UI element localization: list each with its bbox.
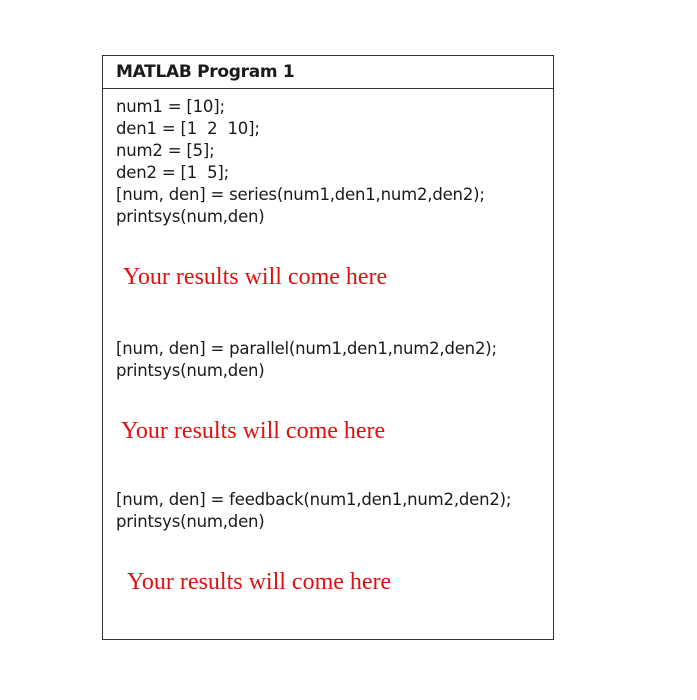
program-title: MATLAB Program 1: [103, 56, 553, 89]
code-line-series: [num, den] = series(num1,den1,num2,den2);: [116, 185, 485, 204]
code-line-num1: num1 = [10];: [116, 97, 225, 116]
code-line-printsys-2: printsys(num,den): [116, 361, 265, 380]
code-line-den2: den2 = [1 5];: [116, 163, 230, 182]
result-placeholder-1: Your results will come here: [123, 264, 388, 290]
matlab-program-box: [102, 55, 554, 640]
code-line-parallel: [num, den] = parallel(num1,den1,num2,den2);: [116, 339, 497, 358]
code-line-printsys-3: printsys(num,den): [116, 512, 265, 531]
code-line-printsys-1: printsys(num,den): [116, 207, 265, 226]
result-placeholder-2: Your results will come here: [121, 418, 386, 444]
code-line-feedback: [num, den] = feedback(num1,den1,num2,den2);: [116, 490, 512, 509]
result-placeholder-3: Your results will come here: [127, 569, 392, 595]
code-line-num2: num2 = [5];: [116, 141, 215, 160]
code-line-den1: den1 = [1 2 10];: [116, 119, 260, 138]
